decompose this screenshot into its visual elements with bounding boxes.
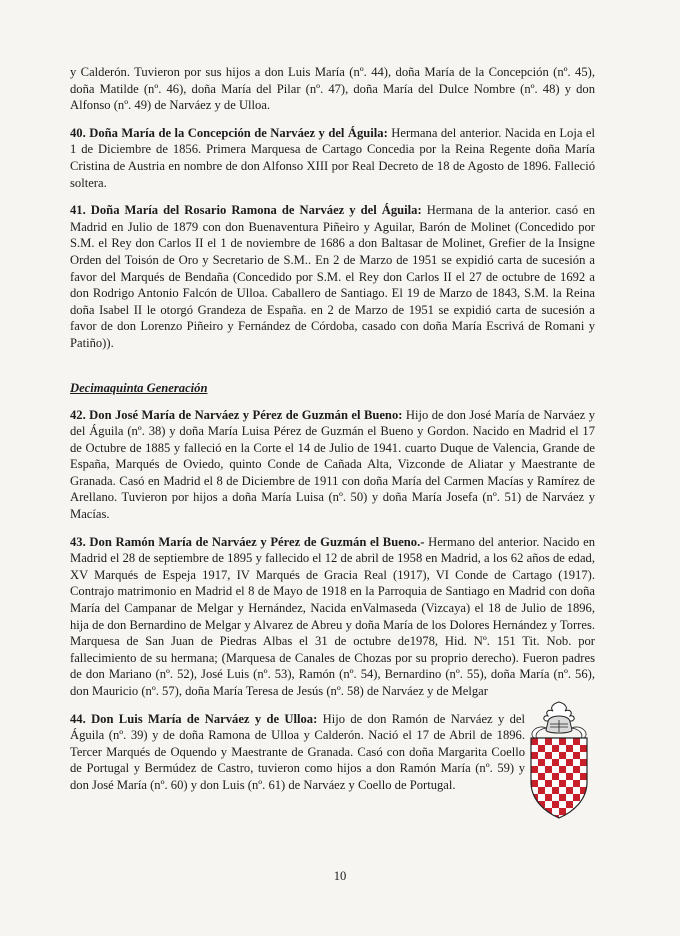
entry-42-text: Hijo de don José María de Narváez y del Águila (nº. 38) y doña María Luisa Pérez de Guzmán el Bueno y Gordon. Nacido en Madrid el 17 de Octubre de 1885 y falleció en la Corte el 14 de Julio de 1941. cuarto Duque de Valencia, Grande de España, Marqués de Oviedo, quinto Conde de Cañada Alta, Vizconde de Aliatar y Maestrante de Granada. Casó en Madrid el 8 de Diciembre de 1911 con doña María del Carmen Macías y Ramírez de Arellano. Tuvieron por hijos a doña María Luisa (nº. 50) y doña María Josefa (nº. 51) de Narváez y Macías. <box>70 407 595 522</box>
entry-42 <box>70 407 595 523</box>
entry-43 <box>70 534 595 700</box>
entry-41-heading: 41. Doña María del Rosario Ramona de Narváez y del Águila: <box>70 203 422 218</box>
entry-43-heading: 43. Don Ramón María de Narváez y Pérez de Guzmán el Bueno.- <box>70 534 425 549</box>
intro-paragraph: y Calderón. Tuvieron por sus hijos a don Luis María (nº. 44), doña María de la Concepción (nº. 45), doña Matilde (nº. 46), doña María del Pilar (nº. 47), doña María del Dulce Nombre (nº. 48) y don Alfonso (nº. 49) de Narváez y de Ulloa. <box>70 65 595 113</box>
entry-44 <box>70 711 525 794</box>
entry-41-text: Hermana de la anterior. casó en Madrid en Julio de 1879 con don Buenaventura Piñeiro y Aguilar, Barón de Molinet (Concedido por S.M. el Rey don Carlos II el 1 de noviembre de 1686 a don Baltasar de Molinet, Grefier de la Insigne Orden del Toisón de Oro y Secretario de S.M.. En 2 de Marzo de 1951 se expidió carta de sucesión a favor del Marqués de Bendaña (Concedido por S.M. el Rey don Carlos II el 27 de octubre de 1692 a don Rodrigo Antonio Falcón de Ulloa. Caballero de Santiago. El 19 de Marzo de 1843, S.M. la Reina doña Isabel II le otorgó Grandeza de España. en 2 de Marzo de 1951 se expidió carta de sucesión a favor de don Lorenzo Piñeiro y Fernández de Córdoba, casado con doña María Escrivá de Romani y Patiño)). <box>70 203 595 350</box>
entry-44-text: Hijo de don Ramón de Narváez y del Águila (nº. 39) y de doña Ramona de Ulloa y Calderón. Nació el 17 de Abril de 1896. Tercer Marqués de Oquendo y Maestrante de Granada. Casó con doña Margarita Coello de Portugal y Bermúdez de Castro, tuvieron como hijos a don Ramón María (nº. 59) y don José María (nº. 60) y don Luis (nº. 61) de Narváez y Coello de Portugal. <box>70 711 525 792</box>
coat-of-arms-icon <box>528 700 590 820</box>
document-page <box>70 64 595 794</box>
entry-40 <box>70 125 595 191</box>
entry-40-text: Hermana del anterior. Nacida en Loja el 1 de Diciembre de 1856. Primera Marquesa de Cartago Concedia por la Reina Regente doña María Cristina de Austria en nombre de don Alfonso XIII por Real Decreto de 18 de Agosto de 1896. Falleció soltera. <box>70 125 595 190</box>
section-title: Decimaquinta Generación <box>70 380 208 395</box>
entry-43-text: Hermano del anterior. Nacido en Madrid el 28 de septiembre de 1895 y fallecido el 12 de abril de 1958 en Madrid, a los 62 años de edad, XV Marqués de Espeja 1917, IV Marqués de Gracia Real (1917), VI Conde de Cartago (1917). Contrajo matrimonio en Madrid el 8 de Mayo de 1918 en la Parroquia de Santiago en Madrid con doña María del Campanar de Melgar y Hernández, Nacida enValmaseda (Vizcaya) el 18 de Julio de 1896, hija de don Bernardino de Melgar y Alvarez de Abreu y doña María de los Dolores Hernández y Torres. Marquesa de San Juan de Piedras Albas el 31 de octubre de1978, Hid. Nº. 151 Tit. Nob. por fallecimiento de su hermana; (Marquesa de Canales de Chozas por su proprio derecho). Fueron padres de don Mariano (nº. 52), José Luis (nº. 53), Ramón (nº. 54), Bernardino (nº. 55), doña María (nº. 56), don Mauricio (nº. 57), doña María Teresa de Jesús (nº. 58) de Narváez y de Melgar <box>70 534 595 698</box>
entry-41 <box>70 202 595 351</box>
entry-44-heading: 44. Don Luis María de Narváez y de Ulloa: <box>70 711 318 726</box>
entry-40-heading: 40. Doña María de la Concepción de Narváez y del Águila: <box>70 125 388 140</box>
page-number: 10 <box>333 869 347 883</box>
entry-42-heading: 42. Don José María de Narváez y Pérez de Guzmán el Bueno: <box>70 407 403 422</box>
